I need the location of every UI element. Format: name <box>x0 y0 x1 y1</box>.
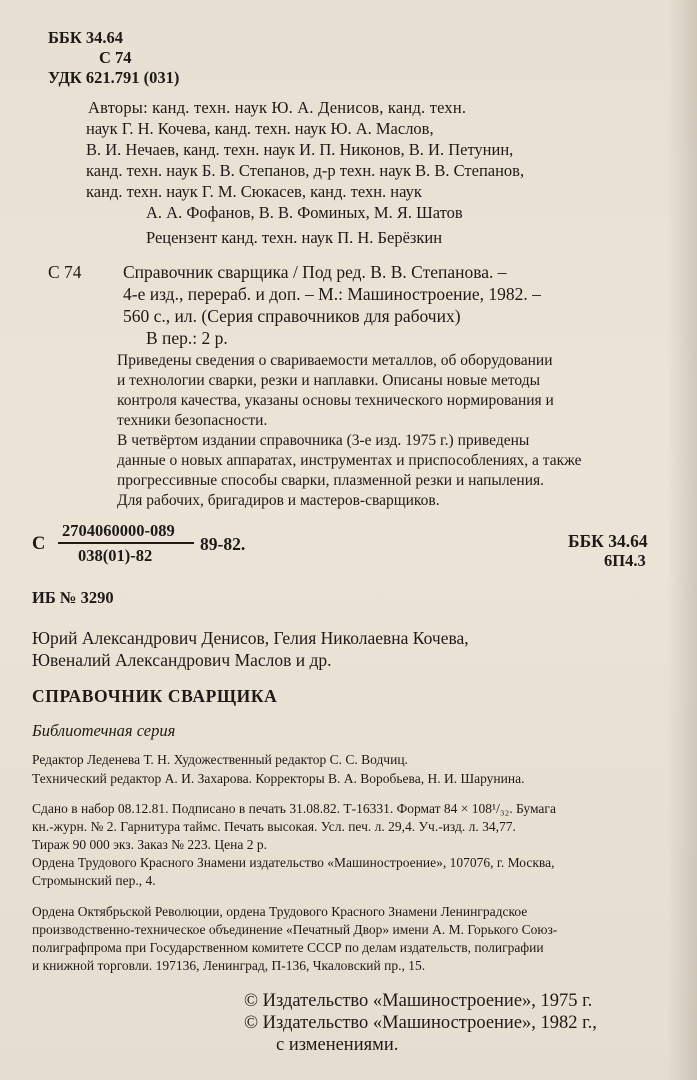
annotation-line: техники безопасности. <box>117 412 268 429</box>
catalog-price: В пер.: 2 р. <box>146 328 228 348</box>
printer-line: Ордена Октябрьской Революции, ордена Трудового Красного Знамени Ленинградское <box>32 904 528 919</box>
index-class: 6П4.3 <box>604 551 646 570</box>
print-info-line: кн.-журн. № 2. Гарнитура таймс. Печать высокая. Усл. печ. л. 29,4. Уч.-изд. л. 34,77. <box>32 819 516 834</box>
names-line: Ювеналий Александрович Маслов и др. <box>32 650 332 670</box>
copyright-line: с изменениями. <box>276 1035 399 1055</box>
series-label: Библиотечная серия <box>32 721 176 740</box>
authors-line: канд. техн. наук Г. М. Сюкасев, канд. техн. наук <box>86 182 422 201</box>
names-line: Юрий Александрович Денисов, Гелия Николаевна Кочева, <box>32 628 469 648</box>
annotation-line: Приведены сведения о свариваемости металлов, об оборудовании <box>117 352 553 369</box>
print-info-line: Ордена Трудового Красного Знамени издательство «Машиностроение», 107076, г. Москва, <box>32 855 555 870</box>
authors-line: А. А. Фофанов, В. В. Фоминых, М. Я. Шатов <box>146 203 463 222</box>
catalog-line: 4-е изд., перераб. и доп. – М.: Машиностроение, 1982. – <box>123 284 541 304</box>
udk-header: УДК 621.791 (031) <box>48 68 180 87</box>
copyright-line: © Издательство «Машиностроение», 1975 г. <box>244 991 593 1011</box>
annotation-line: прогрессивные способы сварки, плазменной резки и напыления. <box>117 472 545 489</box>
authors-line: В. И. Нечаев, канд. техн. наук И. П. Никонов, В. И. Петунин, <box>86 140 514 159</box>
index-denominator: 038(01)-82 <box>78 546 153 565</box>
reviewer: Рецензент канд. техн. наук П. Н. Берёзкин <box>146 228 443 247</box>
authors-line: наук Г. Н. Кочева, канд. техн. наук Ю. А. Маслов, <box>86 119 434 138</box>
print-info-line: Стромынский пер., 4. <box>32 873 156 888</box>
fraction-line <box>58 542 194 544</box>
copyright-line: © Издательство «Машиностроение», 1982 г., <box>244 1013 597 1033</box>
annotation-line: и технологии сварки, резки и наплавки. Описаны новые методы <box>117 372 541 389</box>
annotation-line: контроля качества, указаны основы технического нормирования и <box>117 392 554 409</box>
index-bbk: ББК 34.64 <box>568 531 648 551</box>
catalog-line: 560 с., ил. (Серия справочников для рабочих) <box>123 306 461 326</box>
ib-number: ИБ № 3290 <box>32 588 114 607</box>
book-title: СПРАВОЧНИК СВАРЩИКА <box>32 686 278 706</box>
editors-line: Технический редактор А. И. Захарова. Корректоры В. А. Воробьева, Н. И. Шарунина. <box>32 771 525 786</box>
editors-line: Редактор Леденева Т. Н. Художественный редактор С. С. Водчиц. <box>32 752 408 767</box>
index-prefix: С <box>32 534 46 554</box>
print-info-line: Сдано в набор 08.12.81. Подписано в печать 31.08.82. Т-16331. Формат 84 × 108¹/₃₂. Бумага <box>32 801 556 816</box>
printer-line: производственно-техническое объединение «Печатный Двор» имени А. М. Горького Союз- <box>32 922 558 937</box>
print-info-line: Тираж 90 000 экз. Заказ № 223. Цена 2 р. <box>32 837 267 852</box>
printer-line: и книжной торговли. 197136, Ленинград, П-136, Чкаловский пр., 15. <box>32 958 426 973</box>
catalog-line: Справочник сварщика / Под ред. В. В. Степанова. – <box>123 262 507 282</box>
annotation-line: Для рабочих, бригадиров и мастеров-сварщиков. <box>117 492 440 509</box>
c74-header: С 74 <box>99 48 132 67</box>
authors-line: Авторы: канд. техн. наук Ю. А. Денисов, канд. техн. <box>88 98 467 117</box>
index-suffix: 89-82. <box>200 534 246 554</box>
printer-line: полиграфпрома при Государственном комитете СССР по делам издательств, полиграфии <box>32 940 544 955</box>
catalog-code: С 74 <box>48 262 82 282</box>
annotation-line: данные о новых аппаратах, инструментах и приспособлениях, а также <box>117 452 582 469</box>
bbk-header: ББК 34.64 <box>48 28 124 47</box>
authors-line: канд. техн. наук Б. В. Степанов, д-р техн. наук В. В. Степанов, <box>86 161 525 180</box>
index-numerator: 2704060000-089 <box>62 521 175 540</box>
annotation-line: В четвёртом издании справочника (3-е изд. 1975 г.) приведены <box>117 432 530 449</box>
